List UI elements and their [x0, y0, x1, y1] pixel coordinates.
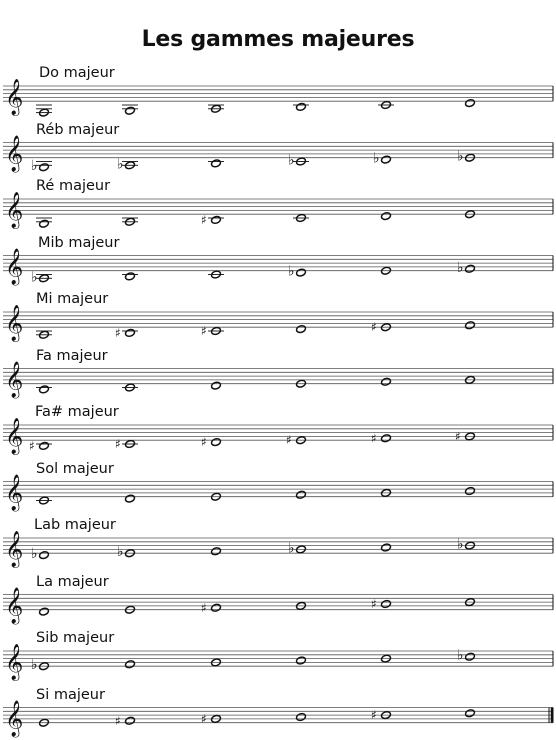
- flat-icon: ♭: [288, 263, 295, 280]
- sharp-icon: ♯: [455, 429, 461, 444]
- sharp-icon: ♯: [115, 713, 121, 728]
- flat-icon: ♭: [31, 269, 38, 286]
- scale-label: Réb majeur: [36, 121, 120, 138]
- scale-label: Mi majeur: [36, 291, 109, 307]
- treble-clef-icon: 𝄞: [5, 361, 24, 398]
- flat-icon: ♭: [457, 148, 464, 165]
- whole-note-icon: [296, 656, 307, 665]
- treble-clef-icon: 𝄞: [5, 587, 24, 624]
- flat-icon: ♭: [457, 536, 464, 553]
- whole-note-icon: [211, 547, 222, 556]
- whole-note-icon: [296, 268, 307, 277]
- sharp-icon: ♯: [201, 711, 207, 726]
- whole-note-icon: [39, 551, 50, 560]
- whole-note-icon: [465, 321, 476, 330]
- whole-note-icon: [296, 102, 307, 111]
- page-title: Les gammes majeures: [141, 27, 415, 52]
- treble-clef-icon: 𝄞: [5, 248, 24, 285]
- whole-note-icon: [39, 219, 50, 228]
- sharp-icon: ♯: [115, 437, 121, 451]
- whole-note-icon: [296, 490, 307, 499]
- whole-note-icon: [465, 487, 476, 496]
- treble-clef-icon: 𝄞: [5, 79, 24, 116]
- whole-note-icon: [381, 543, 392, 552]
- whole-note-icon: [125, 328, 136, 337]
- sharp-icon: ♯: [371, 320, 377, 335]
- sharp-icon: ♯: [371, 431, 377, 446]
- scale-label: Fa majeur: [36, 347, 108, 364]
- whole-note-icon: [125, 272, 136, 281]
- whole-note-icon: [465, 99, 476, 108]
- scale-label: Sol majeur: [36, 460, 114, 477]
- sharp-icon: ♯: [201, 600, 207, 615]
- sharp-icon: ♯: [29, 438, 35, 453]
- sharp-icon: ♯: [371, 708, 377, 723]
- whole-note-icon: [211, 381, 222, 390]
- whole-note-icon: [125, 660, 136, 669]
- whole-note-icon: [381, 212, 392, 221]
- treble-clef-icon: 𝄞: [5, 474, 24, 511]
- flat-icon: ♭: [457, 259, 464, 276]
- whole-note-icon: [125, 494, 136, 503]
- whole-note-icon: [39, 607, 50, 616]
- flat-icon: ♭: [117, 156, 124, 173]
- sharp-icon: ♯: [201, 212, 207, 227]
- scale-label: Lab majeur: [34, 517, 116, 533]
- flat-icon: ♭: [457, 647, 464, 664]
- whole-note-icon: [465, 264, 476, 273]
- whole-note-icon: [381, 155, 392, 164]
- treble-clef-icon: 𝄞: [5, 531, 24, 568]
- scale-label: Fa# majeur: [35, 404, 119, 420]
- whole-note-icon: [381, 434, 392, 443]
- flat-icon: ♭: [31, 158, 38, 175]
- flat-icon: ♭: [117, 544, 124, 561]
- whole-note-icon: [39, 441, 50, 450]
- scale-label: La majeur: [36, 573, 109, 590]
- flat-icon: ♭: [31, 546, 38, 563]
- treble-clef-icon: 𝄞: [5, 700, 24, 737]
- whole-note-icon: [39, 385, 50, 394]
- scale-label: Mib majeur: [38, 234, 120, 251]
- whole-note-icon: [381, 600, 392, 609]
- treble-clef-icon: 𝄞: [5, 418, 24, 455]
- scale-label: Ré majeur: [36, 178, 111, 194]
- scale-label: Sib majeur: [36, 630, 115, 646]
- treble-clef-icon: 𝄞: [5, 135, 24, 172]
- whole-note-icon: [125, 106, 136, 115]
- flat-icon: ♭: [31, 657, 38, 674]
- treble-clef-icon: 𝄞: [5, 644, 24, 681]
- flat-icon: ♭: [288, 540, 295, 557]
- whole-note-icon: [211, 603, 222, 612]
- sharp-icon: ♯: [286, 433, 292, 448]
- whole-note-icon: [211, 215, 222, 224]
- flat-icon: ♭: [373, 150, 380, 167]
- sharp-icon: ♯: [115, 325, 121, 340]
- whole-note-icon: [125, 716, 136, 725]
- whole-note-icon: [381, 377, 392, 386]
- whole-note-icon: [465, 652, 476, 661]
- whole-note-icon: [211, 159, 222, 168]
- whole-note-icon: [296, 325, 307, 334]
- sharp-icon: ♯: [201, 324, 207, 338]
- sharp-icon: ♯: [371, 597, 377, 611]
- scale-label: Si majeur: [36, 686, 105, 703]
- scale-label: Do majeur: [39, 65, 115, 81]
- whole-note-icon: [296, 713, 307, 722]
- treble-clef-icon: 𝄞: [5, 305, 24, 342]
- sharp-icon: ♯: [201, 435, 207, 450]
- whole-note-icon: [39, 163, 50, 172]
- whole-note-icon: [465, 709, 476, 718]
- whole-note-icon: [211, 438, 222, 447]
- flat-icon: ♭: [288, 152, 295, 169]
- treble-clef-icon: 𝄞: [5, 192, 24, 229]
